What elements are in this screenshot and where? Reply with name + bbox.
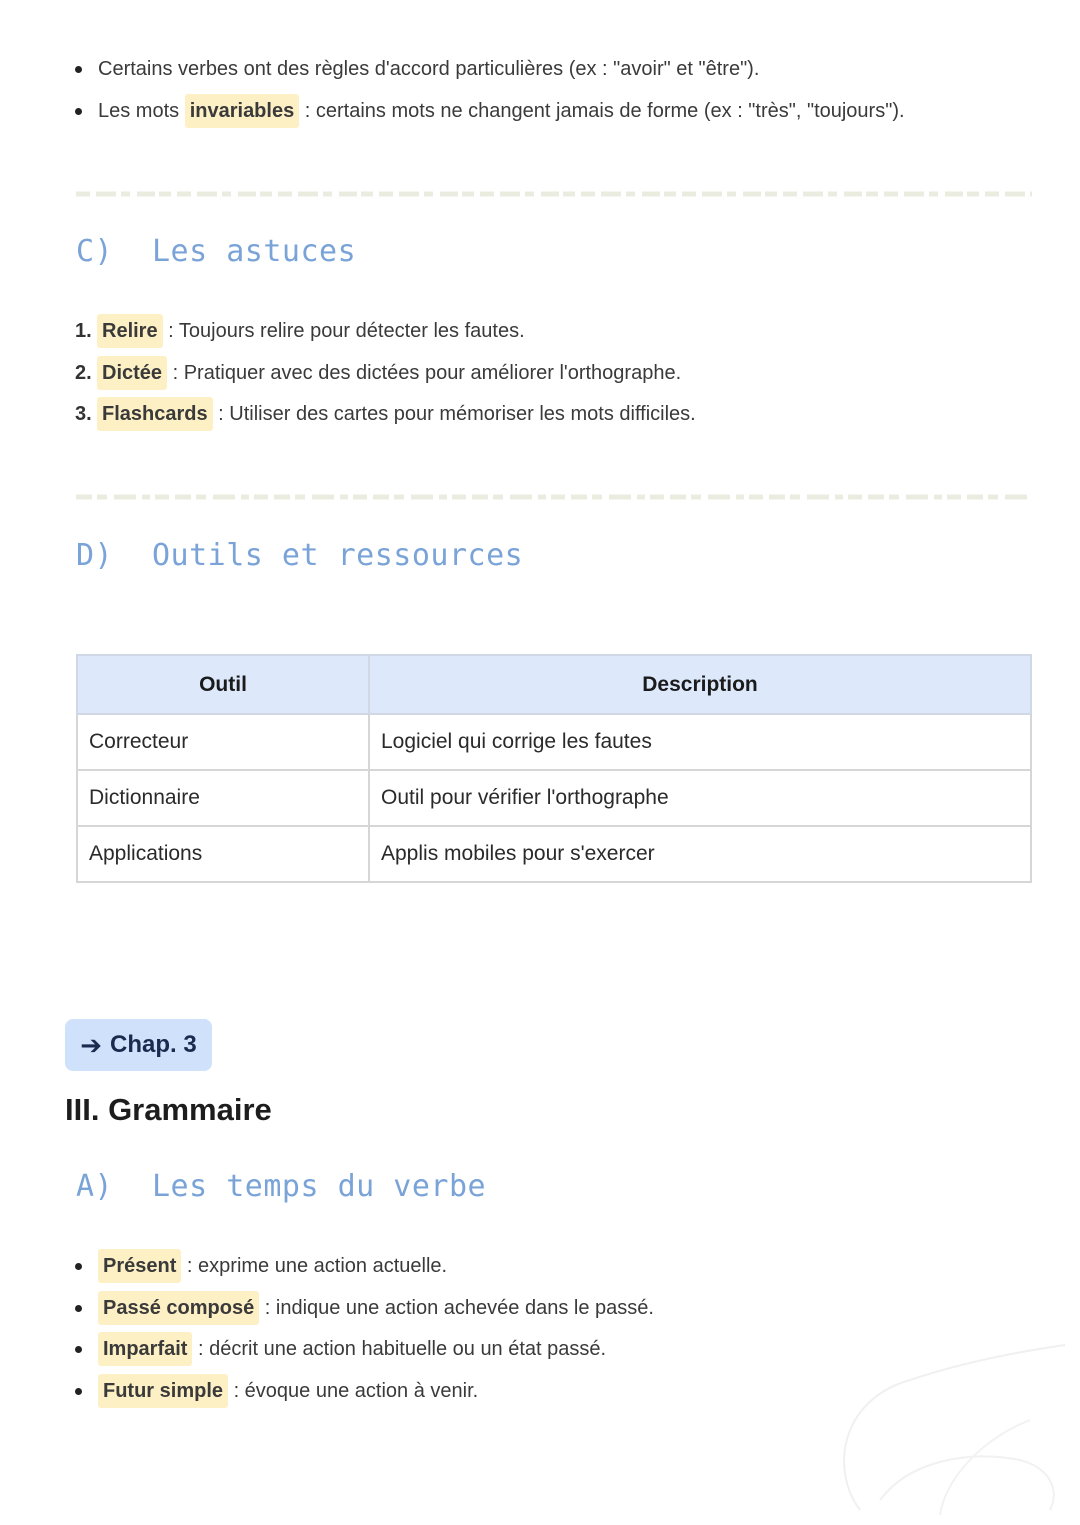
table-cell: Outil pour vérifier l'orthographe bbox=[369, 770, 1031, 826]
column-header: Outil bbox=[77, 655, 369, 714]
list-item bbox=[75, 98, 905, 124]
highlight-term: Dictée bbox=[97, 356, 167, 390]
list-item bbox=[75, 318, 696, 360]
section-letter: C) bbox=[76, 234, 114, 269]
highlight-term: Passé composé bbox=[98, 1291, 259, 1325]
highlight-term: Présent bbox=[98, 1249, 181, 1283]
item-text: : Utiliser des cartes pour mémoriser les mots difficiles. bbox=[212, 403, 696, 425]
table-cell: Dictionnaire bbox=[77, 770, 369, 826]
highlight-term: Imparfait bbox=[98, 1332, 192, 1366]
table-row bbox=[77, 770, 1031, 826]
bullet-text: Certains verbes ont des règles d'accord particulières (ex : "avoir" et "être"). bbox=[98, 58, 760, 80]
table-header-row bbox=[77, 655, 1031, 714]
item-text: : décrit une action habituelle ou un état passé. bbox=[192, 1338, 607, 1360]
list-item bbox=[75, 1378, 654, 1404]
section-heading-c bbox=[76, 234, 356, 269]
tools-table bbox=[76, 654, 1032, 883]
chapter-badge bbox=[65, 1019, 212, 1071]
bullet-text: : certains mots ne changent jamais de forme (ex : "très", "toujours"). bbox=[299, 100, 905, 122]
decorative-sketch bbox=[820, 1340, 1070, 1520]
section-letter: D) bbox=[76, 538, 114, 573]
bullet-prefix: Les mots bbox=[98, 100, 185, 122]
tenses-list bbox=[75, 1253, 654, 1404]
item-text: : Toujours relire pour détecter les fautes. bbox=[162, 320, 525, 342]
item-text: : exprime une action actuelle. bbox=[181, 1255, 448, 1277]
dashed-divider bbox=[76, 191, 1032, 197]
table-row bbox=[77, 826, 1031, 882]
item-text: : indique une action achevée dans le passé. bbox=[259, 1297, 654, 1319]
column-header: Description bbox=[369, 655, 1031, 714]
list-item bbox=[75, 401, 696, 427]
highlight-term: Futur simple bbox=[98, 1374, 228, 1408]
section-title: Les astuces bbox=[152, 234, 357, 269]
item-text: : Pratiquer avec des dictées pour améliorer l'orthographe. bbox=[167, 362, 682, 384]
section-title: Outils et ressources bbox=[152, 538, 524, 573]
table-cell: Applications bbox=[77, 826, 369, 882]
tips-list bbox=[75, 318, 696, 427]
table-row bbox=[77, 714, 1031, 770]
list-item bbox=[75, 56, 905, 98]
list-item bbox=[75, 1295, 654, 1336]
top-bullet-list bbox=[75, 56, 905, 124]
section-heading-d bbox=[76, 538, 523, 573]
section-letter: A) bbox=[76, 1169, 114, 1204]
section-title: Les temps du verbe bbox=[152, 1169, 487, 1204]
highlight-term: invariables bbox=[185, 94, 300, 128]
list-item bbox=[75, 1336, 654, 1378]
highlight-term: Flashcards bbox=[97, 397, 213, 431]
section-heading-a bbox=[76, 1169, 486, 1204]
arrow-right-icon: ➔ bbox=[80, 1029, 103, 1060]
list-item bbox=[75, 1253, 654, 1295]
item-text: : évoque une action à venir. bbox=[228, 1380, 479, 1402]
item-number: 3. bbox=[75, 403, 92, 425]
highlight-term: Relire bbox=[97, 314, 163, 348]
chapter-label: Chap. 3 bbox=[110, 1031, 197, 1058]
table-cell: Applis mobiles pour s'exercer bbox=[369, 826, 1031, 882]
list-item bbox=[75, 360, 696, 401]
table-cell: Correcteur bbox=[77, 714, 369, 770]
item-number: 2. bbox=[75, 362, 92, 384]
dashed-divider bbox=[76, 494, 1032, 500]
part-title: III. Grammaire bbox=[65, 1092, 272, 1127]
table-cell: Logiciel qui corrige les fautes bbox=[369, 714, 1031, 770]
item-number: 1. bbox=[75, 320, 92, 342]
